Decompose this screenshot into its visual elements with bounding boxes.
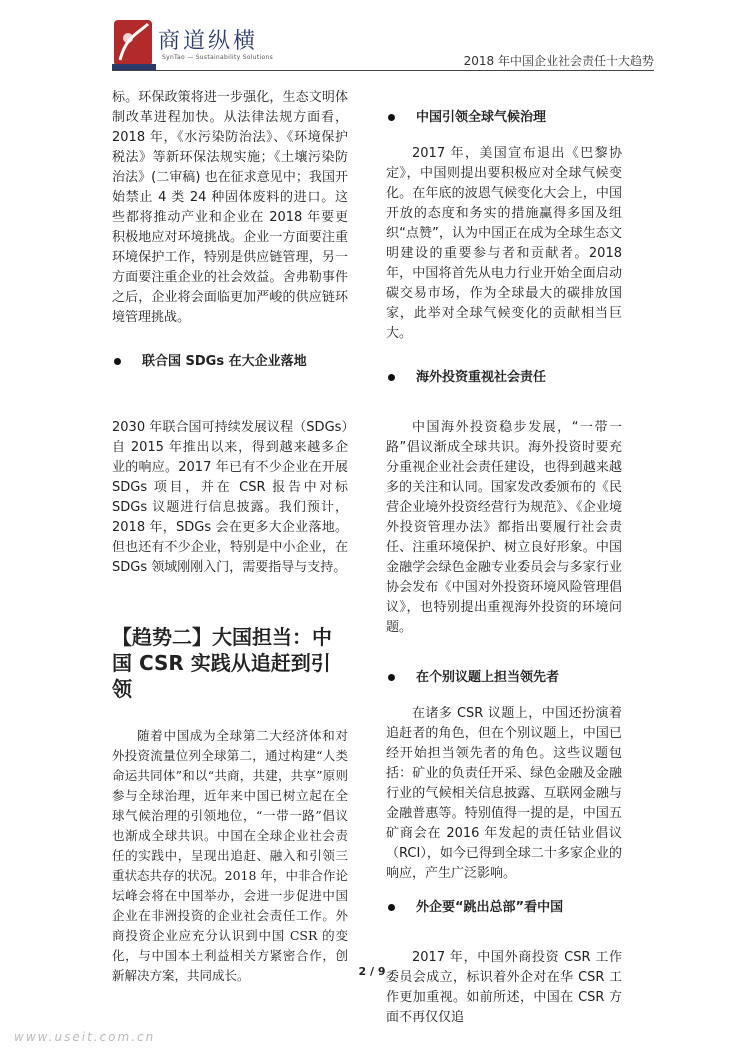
paragraph: 标。环保政策将进一步强化，生态文明体制改革进程加快。从法律法规方面看，2018 年，《水污染防治法》、《环境保护税法》等新环保法规实施；《土壤污染防治法》(二审稿) 也在征求意见中；我国开始禁止 4 类 24 种固体废料的进口。这些都将推动产业和企业在 2018 年要更积极地应对环境挑战。企业一方面要注重环境保护工作，特别是供应链管理，另一方面要注重企业的社会效益。舍弗勒事件之后，企业将会面临更加严峻的供应链环境管理挑战。 — [112, 90, 348, 325]
paragraph: 2030 年联合国可持续发展议程（SDGs）自 2015 年推出以来，得到越来越多企业的响应。2017 年已有不少企业在开展 SDGs 项目，并在 CSR 报告中对标 SDGs 议题进行信息披露。我们预计，2018 年，SDGs 会在更多大企业落地。但也还有不少企业，特别是中小企业，在 SDGs 领域刚刚入门，需要指导与支持。 — [112, 420, 348, 575]
bullet-label: 中国引领全球气候治理 — [416, 110, 547, 125]
bullet-heading — [112, 352, 348, 372]
bullet-icon — [388, 904, 395, 911]
paragraph: 随着中国成为全球第二大经济体和对外投资流量位列全球第二，通过构建“人类命运共同体”和以“共商，共建，共享”原则参与全球治理，近年来中国已树立起在全球气候治理的引领地位，“一带一路”倡议也渐成全球共识。中国在全球企业社会责任的实践中，呈现出追赶、融入和引领三重状态共存的状况。2018 年，中非合作论坛峰会将在中国举办，会进一步促进中国企业在非洲投资的企业社会责任工作。外商投资企业应充分认识到中国 CSR 的变化，与中国本土利益相关方紧密合作，创新解决方案，共同成长。 — [112, 728, 348, 983]
paragraph: 2017 年，中国外商投资 CSR 工作委员会成立，标识着外企对在华 CSR 工作更加重视。如前所述，中国在 CSR 方面不再仅仅追 — [386, 950, 622, 1025]
bullet-label: 海外投资重视社会责任 — [416, 370, 547, 385]
header-title: 2018 年中国企业社会责任十大趋势 — [463, 54, 654, 68]
bullet-label: 外企要“跳出总部”看中国 — [416, 900, 564, 915]
logo — [112, 16, 290, 72]
bullet-heading — [386, 368, 622, 388]
bullet-label: 在个别议题上担当领先者 — [416, 670, 560, 685]
section-heading: 【趋势二】大国担当：中国 CSR 实践从追赶到引领 — [112, 625, 332, 701]
paragraph: 在诸多 CSR 议题上，中国还扮演着追赶者的角色，但在个别议题上，中国已经开始担当领先者的角色。这些议题包括：矿业的负责任开采、绿色金融及金融行业的气候相关信息披露、互联网金融与金融普惠等。特别值得一提的是，中国五矿商会在 2016 年发起的责任钴业倡议（RCI），如今已得到全球二十多家企业的响应，产生广泛影响。 — [386, 706, 622, 881]
right-column — [386, 108, 622, 1028]
paragraph: 中国海外投资稳步发展，“一带一路”倡议渐成全球共识。海外投资时要充分重视企业社会责任建设，也得到越来越多的关注和认同。国家发改委颁布的《民营企业境外投资经营行为规范》、《企业境外投资管理办法》都指出要履行社会责任、注重环境保护、树立良好形象。中国金融学会绿色金融专业委员会与多家行业协会发布《中国对外投资环境风险管理倡议》，也特别提出重视海外投资的环境问题。 — [386, 420, 622, 635]
bullet-icon — [388, 374, 395, 381]
bullet-icon — [114, 358, 121, 365]
page-number: 2 / 9 — [358, 965, 386, 978]
watermark: www.useit.com.cn — [14, 1030, 156, 1044]
logo-text: 商道纵横 — [158, 29, 259, 54]
header-divider — [112, 70, 654, 71]
bullet-label: 联合国 SDGs 在大企业落地 — [142, 354, 307, 369]
logo-subtitle: SynTao — Sustainability Solutions — [162, 54, 273, 61]
left-column — [112, 88, 348, 986]
bullet-heading — [386, 668, 622, 688]
bullet-heading — [386, 898, 622, 918]
logo-emblem-icon — [112, 16, 156, 72]
paragraph: 2017 年，美国宣布退出《巴黎协定》，中国则提出要积极应对全球气候变化。在年底的波恩气候变化大会上，中国开放的态度和务实的措施赢得多国及组织“点赞”，认为中国正在成为全球生态文明建设的重要参与者和贡献者。2018 年，中国将首先从电力行业开始全面启动碳交易市场，作为全球最大的碳排放国家，此举对全球气候变化的贡献相当巨大。 — [386, 146, 622, 341]
bullet-icon — [388, 674, 395, 681]
bullet-icon — [388, 114, 395, 121]
bullet-heading — [386, 108, 622, 128]
